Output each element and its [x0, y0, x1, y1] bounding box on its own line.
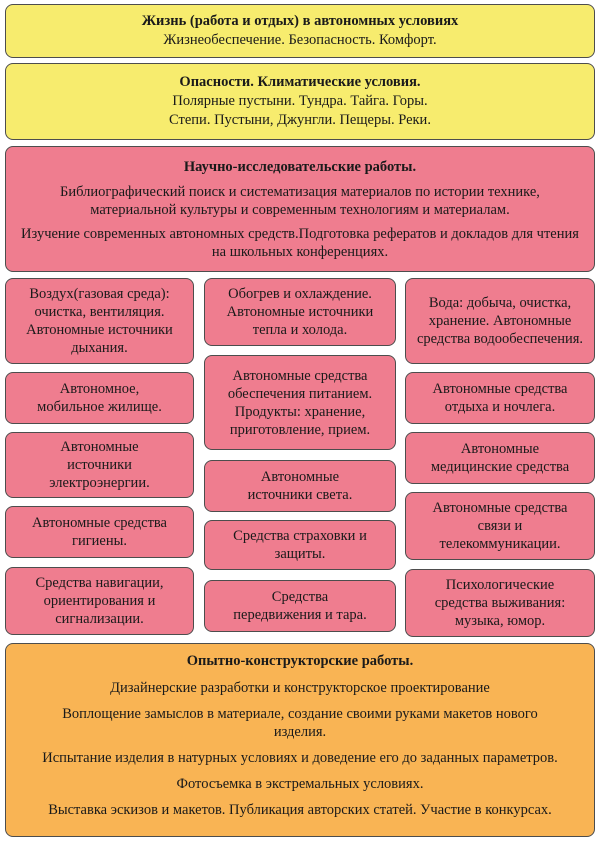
left-item-electricity	[5, 432, 194, 498]
middle-item-transport-text: Средства передвижения и тара.	[233, 589, 367, 623]
left-item-air-text: Воздух(газовая среда): очистка, вентиляция. Автономные источники дыхания.	[26, 286, 173, 356]
left-item-navigation-text: Средства навигации, ориентирования и сигнализации.	[35, 575, 164, 627]
research-para-1: Библиографический поиск и систематизация материалов по истории технике, материальной культуры и современным технологиям и материалам.	[60, 183, 540, 218]
left-item-navigation	[5, 567, 194, 635]
right-item-psychological-text: Психологические средства выживания: музыка, юмор.	[434, 577, 566, 629]
design-box-title: Опытно-конструкторские работы.	[186, 653, 414, 669]
design-item-1: Дизайнерские разработки и конструкторское проектирование	[110, 680, 490, 696]
right-item-rest-text: Автономные средства отдыха и ночлега.	[432, 381, 568, 415]
left-item-hygiene	[5, 506, 194, 558]
left-item-electricity-text: Автономные источники электроэнергии.	[49, 439, 150, 491]
design-box	[5, 643, 595, 837]
hazards-line-2: Степи. Пустыни, Джунгли. Пещеры. Реки.	[169, 112, 431, 128]
design-item-3: Испытание изделия в натурных условиях и доведение его до заданных параметров.	[42, 750, 558, 766]
right-item-rest	[405, 372, 595, 424]
right-item-communication	[405, 492, 595, 560]
right-item-water-text: Вода: добыча, очистка, хранение. Автономные средства водообеспечения.	[416, 295, 584, 347]
left-item-housing-text: Автономное, мобильное жилище.	[37, 381, 162, 415]
middle-item-light-text: Автономные источники света.	[247, 469, 353, 503]
middle-item-heating	[204, 278, 396, 346]
research-box-title: Научно-исследовательские работы.	[183, 158, 417, 175]
left-item-hygiene-text: Автономные средства гигиены.	[32, 515, 167, 549]
middle-item-protection-text: Средства страховки и защиты.	[233, 528, 367, 562]
top-box-subtitle: Жизнеобеспечение. Безопасность. Комфорт.	[163, 32, 437, 48]
design-item-4: Фотосъемка в экстремальных условиях.	[176, 776, 424, 792]
middle-item-food-text: Автономные средства обеспечения питанием. Продукты: хранение, приготовление, прием.	[227, 367, 373, 438]
hazards-box-title: Опасности. Климатические условия.	[179, 74, 421, 90]
right-item-medical-text: Автономные медицинские средства	[430, 441, 570, 475]
left-item-housing	[5, 372, 194, 424]
middle-item-light	[204, 460, 396, 512]
right-item-medical	[405, 432, 595, 484]
left-item-air	[5, 278, 194, 364]
design-item-5: Выставка эскизов и макетов. Публикация авторских статей. Участие в конкурсах.	[48, 802, 552, 818]
middle-item-transport	[204, 580, 396, 632]
right-item-water	[405, 278, 595, 364]
middle-item-food	[204, 355, 396, 450]
top-box	[5, 4, 595, 58]
middle-item-protection	[204, 520, 396, 570]
middle-item-heating-text: Обогрев и охлаждение. Автономные источники тепла и холода.	[226, 286, 374, 338]
hazards-line-1: Полярные пустыни. Тундра. Тайга. Горы.	[172, 93, 428, 109]
right-item-psychological	[405, 569, 595, 637]
research-para-2: Изучение современных автономных средств.Подготовка рефератов и докладов для чтения на школьных конференциях.	[21, 225, 579, 260]
top-box-title: Жизнь (работа и отдых) в автономных условиях	[141, 13, 459, 29]
design-item-2: Воплощение замыслов в материале, создание своими руками макетов нового изделия.	[62, 706, 538, 740]
right-item-communication-text: Автономные средства связи и телекоммуникации.	[432, 500, 568, 552]
hazards-box	[5, 63, 595, 140]
research-box	[5, 146, 595, 272]
